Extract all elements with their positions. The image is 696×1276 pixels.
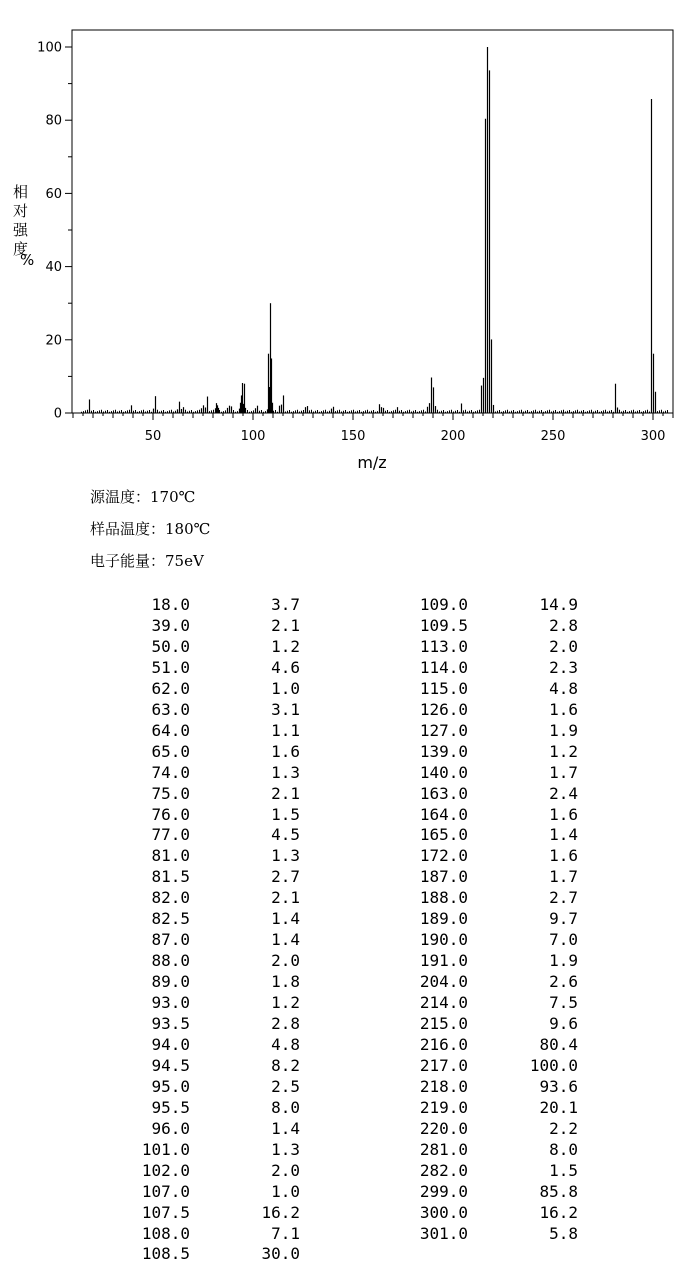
intensity-value: 7.1 [271,1223,300,1243]
intensity-value: 4.6 [271,657,300,677]
x-tick-label: 50 [144,429,162,444]
intensity-value: 9.6 [549,1014,578,1033]
mz-value: 163.0 [419,783,468,803]
intensity-value: 2.5 [271,1076,300,1096]
intensity-value: 16.2 [539,1202,578,1222]
mz-value: 95.0 [151,1076,190,1096]
mz-value: 102.0 [141,1160,190,1180]
mz-value: 190.0 [419,930,468,950]
intensity-value: 1.2 [271,993,300,1013]
intensity-value: 8.0 [549,1139,578,1159]
intensity-value: 1.6 [549,804,578,824]
intensity-value: 1.3 [271,846,300,866]
mz-value: 82.5 [151,909,190,929]
intensity-value: 14.9 [539,595,578,614]
mz-value: 39.0 [151,615,190,635]
intensity-value: 30.0 [261,1244,300,1264]
intensity-value: 1.5 [549,1160,578,1180]
mz-value: 115.0 [419,678,468,698]
mz-value: 282.0 [419,1160,468,1180]
intensity-value: 9.7 [549,909,578,929]
intensity-value: 1.4 [549,825,578,845]
mz-value: 113.0 [419,636,468,656]
intensity-value: 2.8 [271,1014,300,1033]
mz-value: 204.0 [419,972,468,992]
intensity-value: 1.4 [271,1118,300,1138]
intensity-value: 1.6 [549,699,578,719]
mz-value: 217.0 [419,1055,468,1075]
mz-value: 88.0 [151,951,190,971]
mz-value: 94.0 [151,1034,190,1054]
intensity-value: 2.8 [549,615,578,635]
intensity-value: 5.8 [549,1223,578,1243]
intensity-value: 4.8 [549,678,578,698]
intensity-value: 2.4 [549,783,578,803]
mz-value: 62.0 [151,678,190,698]
y-axis-ticks [37,41,72,422]
mz-value: 220.0 [419,1118,468,1138]
intensity-value: 1.3 [271,1139,300,1159]
mz-value: 214.0 [419,993,468,1013]
mz-value: 127.0 [419,720,468,740]
mz-value: 109.5 [419,615,468,635]
y-axis-label: 相对强度% [13,183,35,269]
mz-value: 74.0 [151,762,190,782]
mz-value: 114.0 [419,657,468,677]
x-axis-ticks [73,413,673,444]
intensity-value: 1.0 [271,678,300,698]
y-tick-label: 0 [53,406,62,422]
mz-value: 93.0 [151,993,190,1013]
y-tick-label: 20 [45,333,62,349]
intensity-value: 1.7 [549,762,578,782]
mz-value: 87.0 [151,930,190,950]
x-tick-label: 200 [440,429,466,444]
intensity-value: 2.7 [271,867,300,887]
mz-value: 126.0 [419,699,468,719]
y-tick-label: 80 [45,113,62,129]
mz-value: 108.0 [141,1223,190,1243]
mz-value: 187.0 [419,867,468,887]
intensity-value: 8.2 [271,1055,300,1075]
x-tick-label: 100 [240,429,266,444]
intensity-value: 85.8 [539,1181,578,1201]
intensity-value: 1.3 [271,762,300,782]
sample-temperature: 样品温度：180℃ [90,520,211,538]
mz-value: 64.0 [151,720,190,740]
mz-value: 218.0 [419,1076,468,1096]
mz-value: 109.0 [419,595,468,614]
spectrum-peaks [90,47,656,413]
electron-energy: 电子能量：75eV [90,552,204,570]
mz-value: 139.0 [419,741,468,761]
x-tick-label: 300 [640,429,666,444]
intensity-value: 1.4 [271,909,300,929]
mz-value: 188.0 [419,888,468,908]
intensity-value: 80.4 [539,1034,578,1054]
mz-value: 107.5 [141,1202,190,1222]
intensity-value: 2.2 [549,1118,578,1138]
mz-value: 165.0 [419,825,468,845]
mz-value: 215.0 [419,1014,468,1033]
mz-value: 107.0 [141,1181,190,1201]
intensity-value: 1.7 [549,867,578,887]
intensity-value: 20.1 [539,1097,578,1117]
mz-value: 301.0 [419,1223,468,1243]
source-temperature: 源温度：170℃ [90,488,196,506]
mz-value: 94.5 [151,1055,190,1075]
y-tick-label: 40 [45,260,62,276]
mz-value: 51.0 [151,657,190,677]
mz-value: 299.0 [419,1181,468,1201]
mz-value: 140.0 [419,762,468,782]
intensity-value: 3.1 [271,699,300,719]
y-tick-label: 100 [37,40,62,56]
mz-value: 93.5 [151,1014,190,1033]
intensity-value: 1.2 [549,741,578,761]
plot-frame [72,30,673,413]
mz-value: 216.0 [419,1034,468,1054]
mz-value: 189.0 [419,909,468,929]
intensity-value: 3.7 [271,595,300,614]
intensity-value: 7.5 [549,993,578,1013]
mz-value: 95.5 [151,1097,190,1117]
intensity-value: 2.0 [271,951,300,971]
intensity-value: 1.6 [271,741,300,761]
mass-spectrum-chart [0,0,696,480]
mz-value: 281.0 [419,1139,468,1159]
mz-value: 172.0 [419,846,468,866]
intensity-value: 1.2 [271,636,300,656]
mz-value: 191.0 [419,951,468,971]
mz-value: 75.0 [151,783,190,803]
intensity-value: 1.5 [271,804,300,824]
intensity-value: 1.1 [271,720,300,740]
intensity-value: 93.6 [539,1076,578,1096]
mz-value: 300.0 [419,1202,468,1222]
intensity-value: 1.8 [271,972,300,992]
intensity-value: 2.1 [271,888,300,908]
intensity-value: 2.1 [271,783,300,803]
intensity-value: 2.1 [271,615,300,635]
intensity-value: 1.6 [549,846,578,866]
mz-value: 82.0 [151,888,190,908]
mz-value: 50.0 [151,636,190,656]
mz-value: 96.0 [151,1118,190,1138]
y-tick-label: 60 [45,186,62,202]
mz-value: 81.0 [151,846,190,866]
intensity-value: 2.3 [549,657,578,677]
intensity-value: 1.9 [549,720,578,740]
intensity-value: 2.7 [549,888,578,908]
mz-value: 65.0 [151,741,190,761]
intensity-value: 16.2 [261,1202,300,1222]
intensity-value: 1.9 [549,951,578,971]
mz-value: 63.0 [151,699,190,719]
intensity-value: 1.0 [271,1181,300,1201]
mz-value: 81.5 [151,867,190,887]
x-tick-label: 150 [340,429,366,444]
intensity-value: 1.4 [271,930,300,950]
mz-value: 89.0 [151,972,190,992]
mz-value: 77.0 [151,825,190,845]
mz-value: 164.0 [419,804,468,824]
intensity-value: 4.8 [271,1034,300,1054]
mz-value: 76.0 [151,804,190,824]
intensity-value: 2.6 [549,972,578,992]
intensity-value: 2.0 [271,1160,300,1180]
intensity-value: 100.0 [529,1055,578,1075]
mz-value: 101.0 [141,1139,190,1159]
intensity-value: 7.0 [549,930,578,950]
x-tick-label: 250 [540,429,566,444]
intensity-value: 2.0 [549,636,578,656]
mz-value: 18.0 [151,595,190,614]
intensity-value: 4.5 [271,825,300,845]
mz-value: 219.0 [419,1097,468,1117]
x-axis-label: m/z [357,453,387,472]
intensity-value: 8.0 [271,1097,300,1117]
mz-value: 108.5 [141,1244,190,1264]
